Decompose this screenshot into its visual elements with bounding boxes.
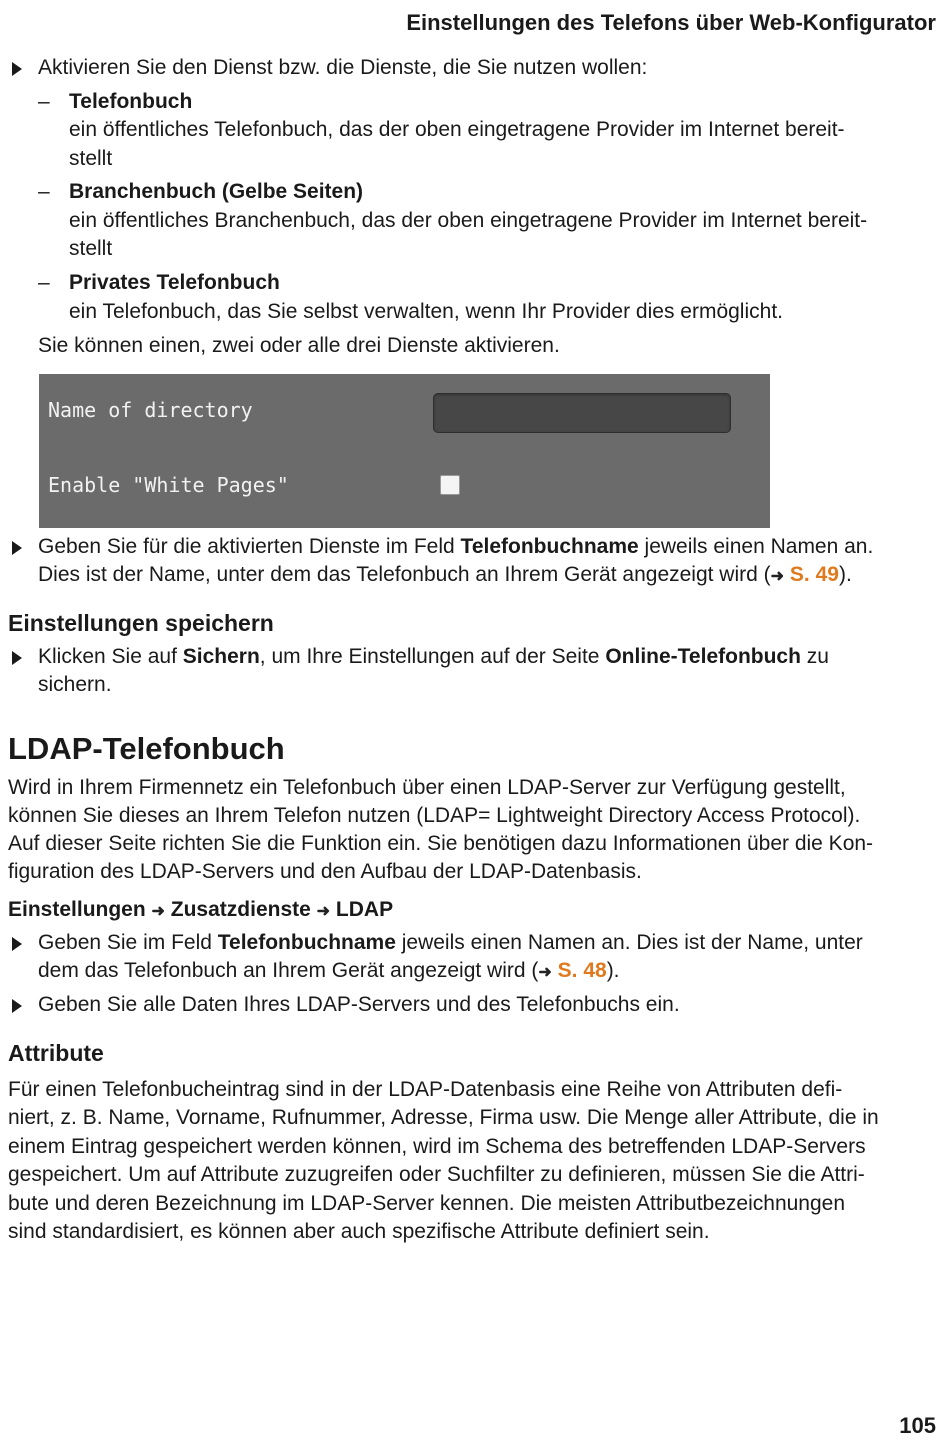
directory-name-label: Name of directory [48,398,253,422]
services-outro: Sie können einen, zwei oder alle drei Dienste aktivieren. [38,334,560,357]
service-desc-line: ein Telefonbuch, das Sie selbst verwalten, wenn Ihr Provider dies ermöglicht. [69,300,783,323]
config-screenshot [39,374,770,528]
ldap-paragraph-line: Auf dieser Seite richten Sie die Funktion ein. Sie benötigen dazu Informationen über die Kon- [8,832,874,855]
service-desc-line: stellt [69,147,113,170]
white-pages-label: Enable "White Pages" [48,473,289,497]
service-title-phonebook: Telefonbuch [69,90,193,113]
service-desc-line: ein öffentliches Branchenbuch, das der oben eingetragene Provider im Internet bereit- [69,209,868,232]
running-header: Einstellungen des Telefons über Web-Konfigurator [406,10,936,35]
dash-marker: – [38,180,50,203]
attribute-paragraph-line: gespeichert. Um auf Attribute zuzugreifen oder Suchfilter zu definieren, müssen Sie die Attri- [8,1163,865,1186]
directory-name-input[interactable] [433,393,731,433]
arrow-right-icon: ➜ [538,964,552,981]
ldap-paragraph-line: figuration des LDAP-Servers und den Aufbau der LDAP-Datenbasis. [8,860,642,883]
dash-marker: – [38,90,50,113]
services-intro: Aktivieren Sie den Dienst bzw. die Dienste, die Sie nutzen wollen: [38,56,648,79]
service-desc-line: ein öffentliches Telefonbuch, das der oben eingetragene Provider im Internet bereit- [69,118,845,141]
section-heading-save: Einstellungen speichern [8,610,274,636]
dash-marker: – [38,271,50,294]
save-step-line2: sichern. [38,673,112,696]
ldap-paragraph-line: können Sie dieses an Ihrem Telefon nutzen (LDAP= Lightweight Directory Access Protocol). [8,804,861,827]
bullet-triangle-icon [12,999,22,1013]
bullet-triangle-icon [12,62,22,76]
page-number: 105 [899,1413,936,1438]
arrow-right-icon: ➜ [316,903,331,920]
service-desc-line: stellt [69,237,113,260]
attribute-paragraph-line: bute und deren Bezeichnung im LDAP-Server kennen. Die meisten Attributbezeichnungen [8,1192,846,1215]
step-name-line1: Geben Sie für die aktivierten Dienste im Feld Telefonbuchname jeweils einen Namen an. [38,535,874,558]
page-reference-link[interactable]: S. 48 [557,959,607,982]
ldap-step1-line2: dem das Telefonbuch an Ihrem Gerät angezeigt wird (➜ S. 48). [38,959,620,982]
bullet-triangle-icon [12,541,22,555]
bullet-triangle-icon [12,937,22,951]
ldap-paragraph-line: Wird in Ihrem Firmennetz ein Telefonbuch über einen LDAP-Server zur Verfügung gestellt, [8,776,846,799]
section-heading-attribute: Attribute [8,1040,104,1066]
bullet-triangle-icon [12,651,22,665]
attribute-paragraph-line: sind standardisiert, es können aber auch spezifische Attribute definiert sein. [8,1220,710,1243]
service-title-private: Privates Telefonbuch [69,271,280,294]
ldap-step1-line1: Geben Sie im Feld Telefonbuchname jeweils einen Namen an. Dies ist der Name, unter [38,931,863,954]
ldap-step2: Geben Sie alle Daten Ihres LDAP-Servers und des Telefonbuchs ein. [38,993,680,1016]
attribute-paragraph-line: niert, z. B. Name, Vorname, Rufnummer, Adresse, Firma usw. Die Menge aller Attribute, die in [8,1106,879,1129]
white-pages-checkbox[interactable] [440,475,460,495]
service-title-yellow-pages: Branchenbuch (Gelbe Seiten) [69,180,364,203]
step-name-line2: Dies ist der Name, unter dem das Telefonbuch an Ihrem Gerät angezeigt wird (➜ S. 49). [38,563,852,586]
section-heading-ldap: LDAP-Telefonbuch [8,731,285,766]
save-step-line1: Klicken Sie auf Sichern, um Ihre Einstellungen auf der Seite Online-Telefonbuch zu [38,645,829,668]
attribute-paragraph-line: Für einen Telefonbucheintrag sind in der LDAP-Datenbasis eine Reihe von Attributen defi- [8,1078,843,1101]
menu-path: Einstellungen ➜ Zusatzdienste ➜ LDAP [8,898,394,921]
attribute-paragraph-line: einem Eintrag gespeichert werden können, wird im Schema des betreffenden LDAP-Servers [8,1135,866,1158]
page-reference-link[interactable]: S. 49 [789,563,839,586]
arrow-right-icon: ➜ [770,568,785,585]
arrow-right-icon: ➜ [151,903,165,920]
